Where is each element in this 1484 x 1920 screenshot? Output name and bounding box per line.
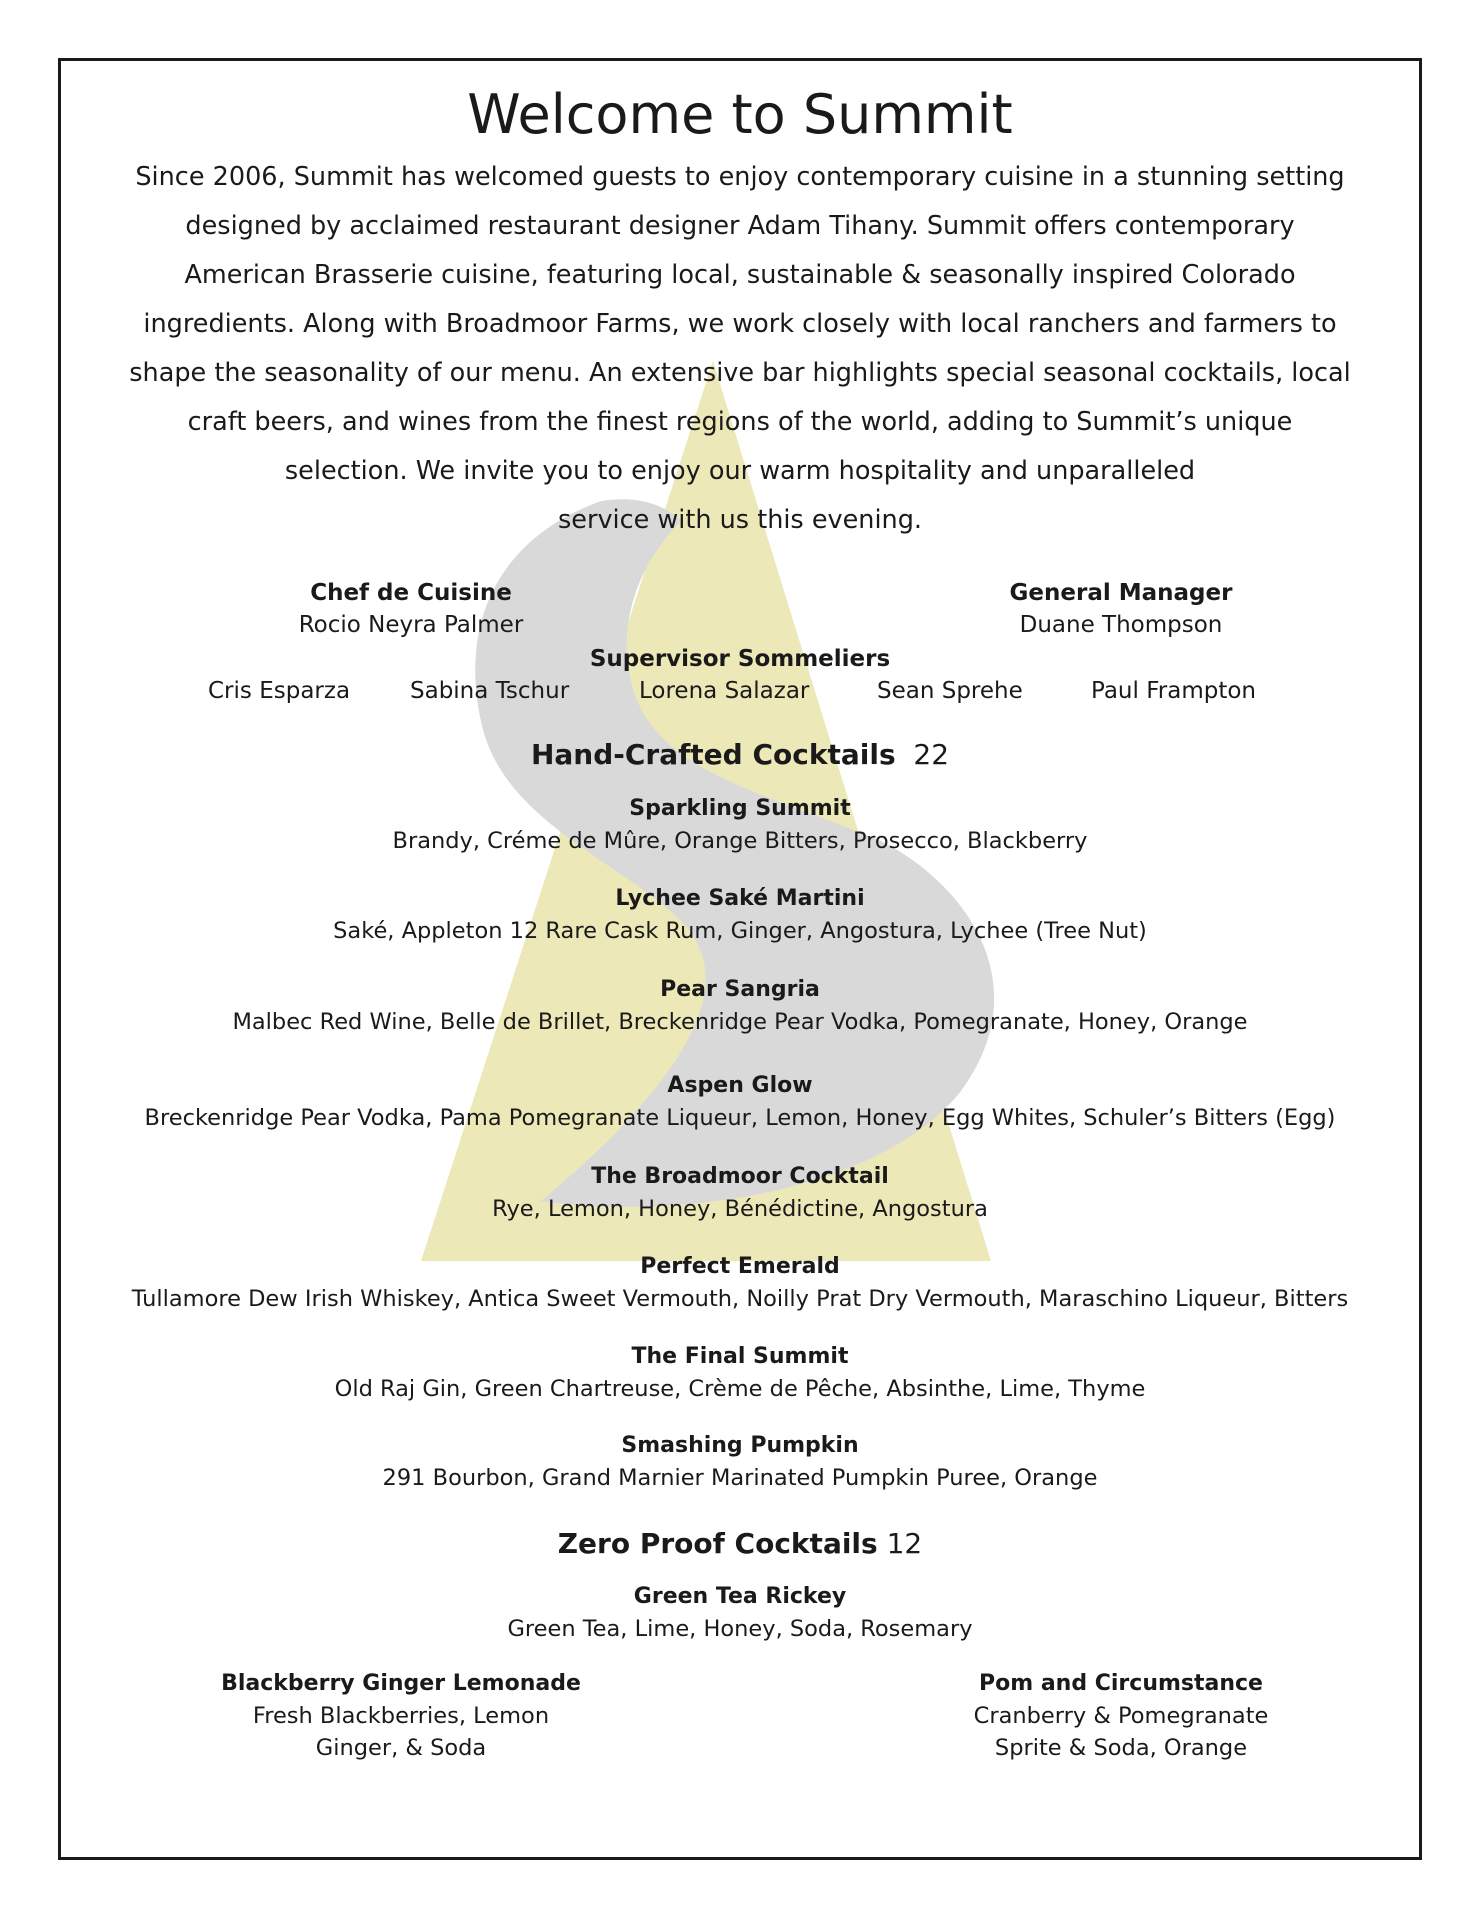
cocktail-name: Perfect Emerald (640, 1254, 840, 1279)
intro-paragraph (101, 153, 1379, 545)
cocktail-ingredients: 291 Bourbon, Grand Marnier Marinated Pumpkin Puree, Orange (382, 1465, 1098, 1491)
cocktail-ingredients: Rye, Lemon, Honey, Bénédictine, Angostura (492, 1196, 988, 1222)
zero-proof-ingredients: Ginger, & Soda (315, 1735, 487, 1761)
cocktail-ingredients: Tullamore Dew Irish Whiskey, Antica Sweet Vermouth, Noilly Prat Dry Vermouth, Maraschino Liqueur, Bitters (131, 1286, 1349, 1312)
cocktail-item (61, 883, 1419, 947)
sommelier-name: Sabina Tschur (410, 678, 570, 704)
intro-line: selection. We invite you to enjoy our warm hospitality and unparalleled (284, 456, 1196, 486)
cocktail-name: Sparkling Summit (629, 796, 851, 821)
cocktail-name: The Broadmoor Cocktail (591, 1164, 889, 1189)
zero-proof-item (61, 1581, 1419, 1645)
sommeliers-title: Supervisor Sommeliers (589, 646, 891, 672)
gm-role: General Manager (1009, 580, 1233, 606)
cocktail-ingredients: Saké, Appleton 12 Rare Cask Rum, Ginger, Angostura, Lychee (Tree Nut) (333, 918, 1147, 944)
cocktail-name: The Final Summit (631, 1344, 849, 1369)
zero-proof-item (911, 1668, 1331, 1764)
cocktail-item (61, 1251, 1419, 1315)
zero-proof-heading (61, 1526, 1419, 1562)
cocktail-item (61, 1070, 1419, 1134)
zero-proof-heading-label: Zero Proof Cocktails (557, 1527, 878, 1560)
zero-proof-price: 12 (886, 1527, 923, 1560)
sommelier-name: Paul Frampton (1091, 678, 1256, 704)
page-title: Welcome to Summit (467, 83, 1013, 146)
zero-proof-ingredients: Fresh Blackberries, Lemon (252, 1703, 550, 1729)
sommelier-name: Lorena Salazar (639, 678, 810, 704)
chef-role: Chef de Cuisine (310, 580, 512, 606)
cocktails-heading (61, 737, 1419, 773)
cocktail-name: Smashing Pumpkin (621, 1433, 859, 1458)
cocktail-item (61, 793, 1419, 857)
cocktail-ingredients: Brandy, Créme de Mûre, Orange Bitters, Prosecco, Blackberry (392, 828, 1088, 854)
zero-proof-ingredients: Green Tea, Lime, Honey, Soda, Rosemary (507, 1616, 973, 1642)
cocktail-name: Pear Sangria (660, 977, 820, 1002)
chef-name: Rocio Neyra Palmer (298, 612, 524, 638)
zero-proof-item (191, 1668, 611, 1764)
cocktail-item (61, 1430, 1419, 1494)
zero-proof-name: Pom and Circumstance (979, 1671, 1263, 1696)
cocktails-heading-label: Hand-Crafted Cocktails (530, 738, 896, 771)
cocktail-ingredients: Malbec Red Wine, Belle de Brillet, Breckenridge Pear Vodka, Pomegranate, Honey, Orange (232, 1009, 1248, 1035)
intro-line: service with us this evening. (557, 505, 922, 535)
gm-name: Duane Thompson (1019, 612, 1223, 638)
intro-line: ingredients. Along with Broadmoor Farms, we work closely with local ranchers and farmers to (143, 309, 1337, 339)
intro-full-text (0, 0, 1, 1)
intro-line: craft beers, and wines from the finest regions of the world, adding to Summit’s unique (187, 407, 1293, 437)
zero-proof-name: Green Tea Rickey (633, 1584, 847, 1609)
menu-frame (58, 58, 1422, 1860)
cocktail-item (61, 1341, 1419, 1405)
chef-block (231, 577, 591, 641)
cocktail-item (61, 1161, 1419, 1225)
sommelier-name: Cris Esparza (208, 678, 351, 704)
cocktail-name: Lychee Saké Martini (615, 886, 865, 911)
zero-proof-ingredients: Sprite & Soda, Orange (994, 1735, 1248, 1761)
zero-proof-ingredients: Cranberry & Pomegranate (973, 1703, 1269, 1729)
intro-line: shape the seasonality of our menu. An extensive bar highlights special seasonal cocktails, local (129, 358, 1351, 388)
cocktail-ingredients: Breckenridge Pear Vodka, Pama Pomegranate Liqueur, Lemon, Honey, Egg Whites, Schuler’s Bitters (Egg) (144, 1105, 1336, 1131)
intro-line: American Brasserie cuisine, featuring local, sustainable & seasonally inspired Colorado (184, 260, 1296, 290)
gm-block (941, 577, 1301, 641)
zero-proof-name: Blackberry Ginger Lemonade (221, 1671, 581, 1696)
intro-line: designed by acclaimed restaurant designer Adam Tihany. Summit offers contemporary (185, 211, 1295, 241)
sommelier-name: Sean Sprehe (877, 678, 1023, 704)
cocktails-price: 22 (913, 738, 950, 771)
cocktail-item (61, 974, 1419, 1038)
cocktail-ingredients: Old Raj Gin, Green Chartreuse, Crème de Pêche, Absinthe, Lime, Thyme (334, 1376, 1146, 1402)
cocktail-name: Aspen Glow (667, 1073, 813, 1098)
intro-line: Since 2006, Summit has welcomed guests to enjoy contemporary cuisine in a stunning setting (135, 162, 1345, 192)
